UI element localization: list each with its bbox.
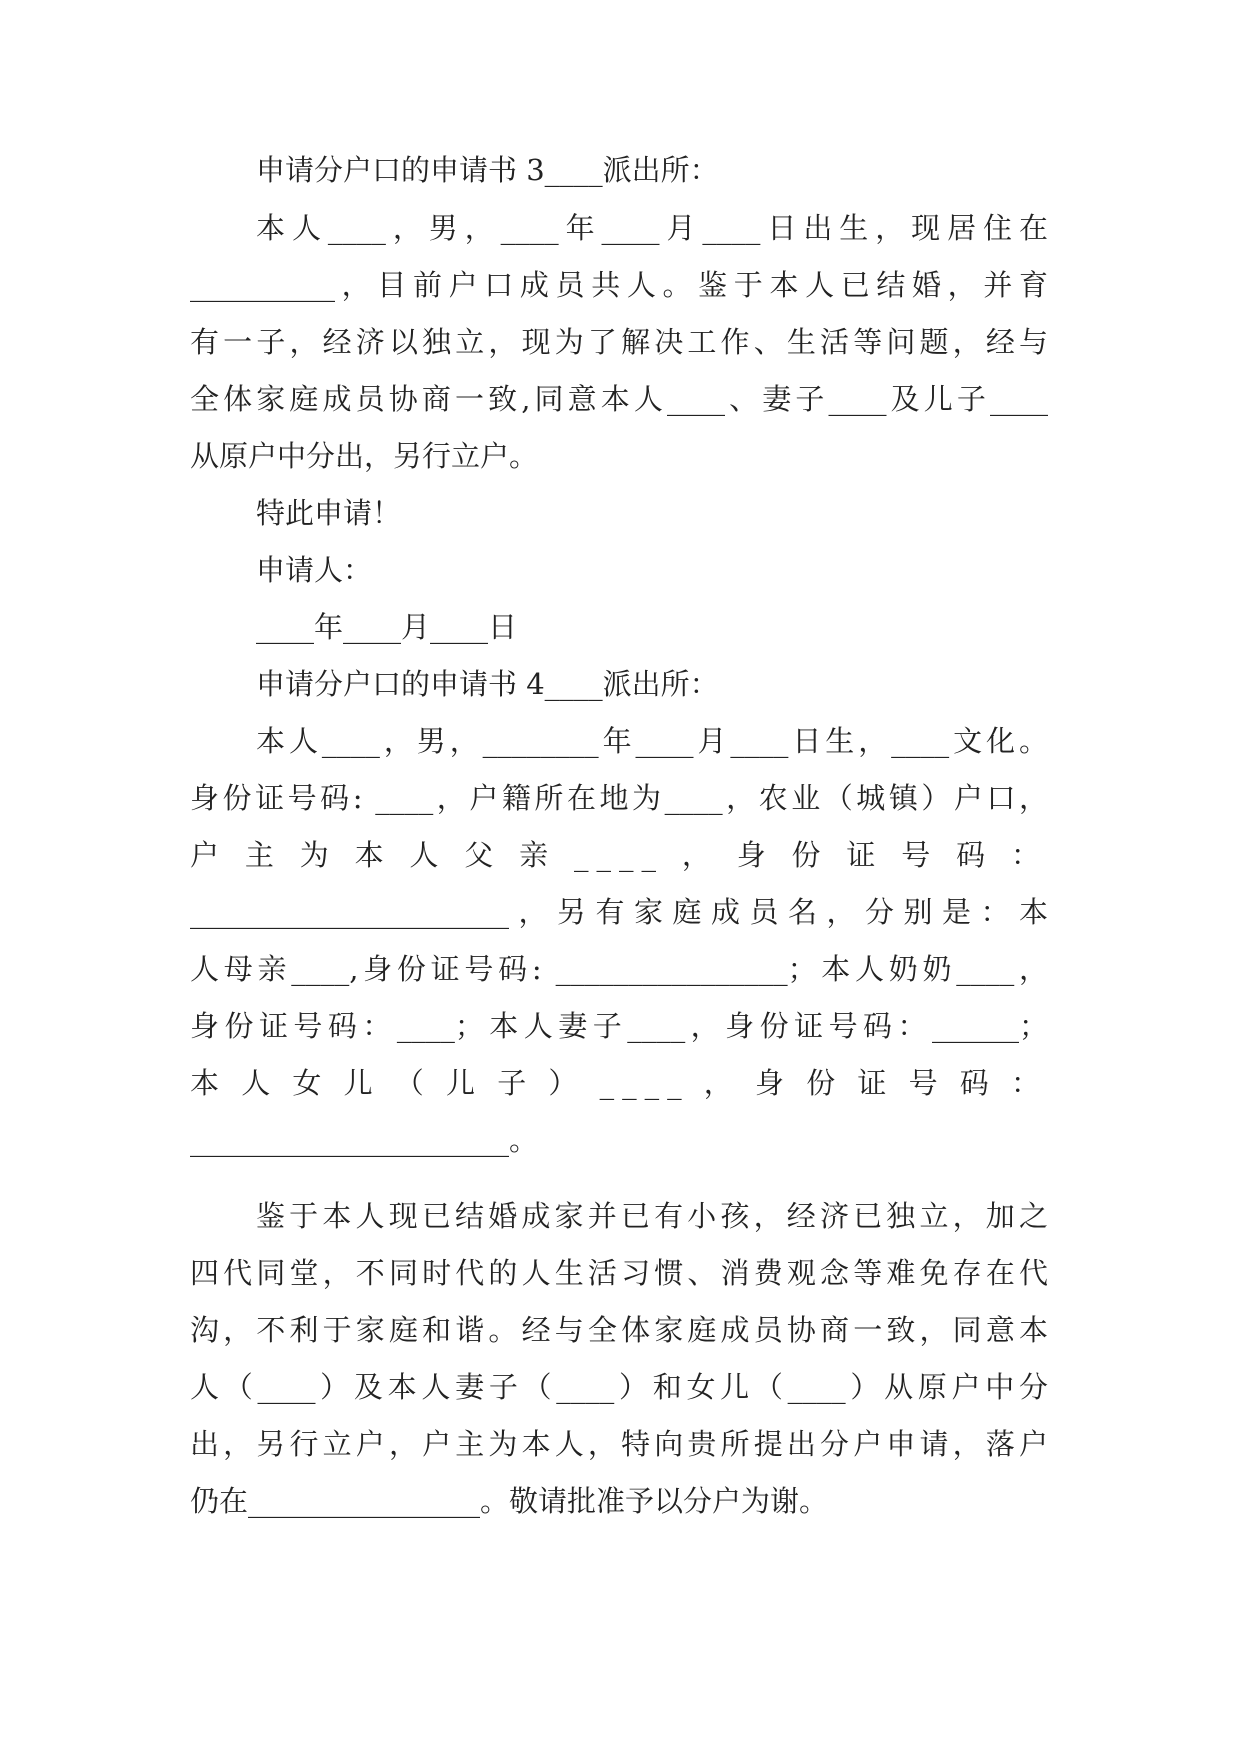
closing-statement: 特此申请！ [256, 496, 402, 530]
text-line: 本人女儿（儿子）____，身份证号码： [190, 1066, 1048, 1100]
text-line: 身份证号码: ____，户籍所在地为____，农业（城镇）户口， [190, 781, 1048, 815]
text-line: 沟，不利于家庭和谐。经与全体家庭成员协商一致，同意本 [190, 1313, 1048, 1347]
text-line: 人（____）及本人妻子（____）和女儿（____）从原户中分 [190, 1370, 1048, 1404]
text-line: 本人____，男，____年____月____日出生，现居住在 [256, 211, 1048, 245]
text-line: 人母亲____,身份证号码: ________________；本人奶奶____， [190, 952, 1048, 986]
text-line: 四代同堂，不同时代的人生活习惯、消费观念等难免存在代 [190, 1256, 1048, 1290]
text-line: ______________________。 [190, 1123, 539, 1157]
text-line: 仍在________________。敬请批准予以分户为谢。 [190, 1484, 829, 1518]
text-line: 有一子，经济以独立，现为了解决工作、生活等问题，经与 [190, 325, 1048, 359]
heading-application-4: 申请分户口的申请书 4____派出所： [256, 667, 719, 701]
text-line: 鉴于本人现已结婚成家并已有小孩，经济已独立，加之 [256, 1199, 1048, 1233]
text-line: 本人____，男，________年____月____日生，____文化。 [256, 724, 1048, 758]
text-line: 全体家庭成员协商一致,同意本人____、妻子____及儿子____ [190, 382, 1048, 416]
applicant-label: 申请人： [256, 553, 373, 587]
text-line: 身份证号码：____；本人妻子____，身份证号码：______； [190, 1009, 1048, 1043]
text-line: __________，目前户口成员共人。鉴于本人已结婚，并育 [190, 268, 1048, 302]
text-line: 出，另行立户，户主为本人，特向贵所提出分户申请，落户 [190, 1427, 1048, 1461]
text-line: ______________________，另有家庭成员名，分别是：本 [190, 895, 1048, 929]
text-line: 户主为本人父亲____，身份证号码： [190, 838, 1048, 872]
text-line: 从原户中分出，另行立户。 [190, 439, 539, 473]
date-line: ____年____月____日 [256, 610, 518, 644]
heading-application-3: 申请分户口的申请书 3____派出所： [256, 153, 719, 187]
